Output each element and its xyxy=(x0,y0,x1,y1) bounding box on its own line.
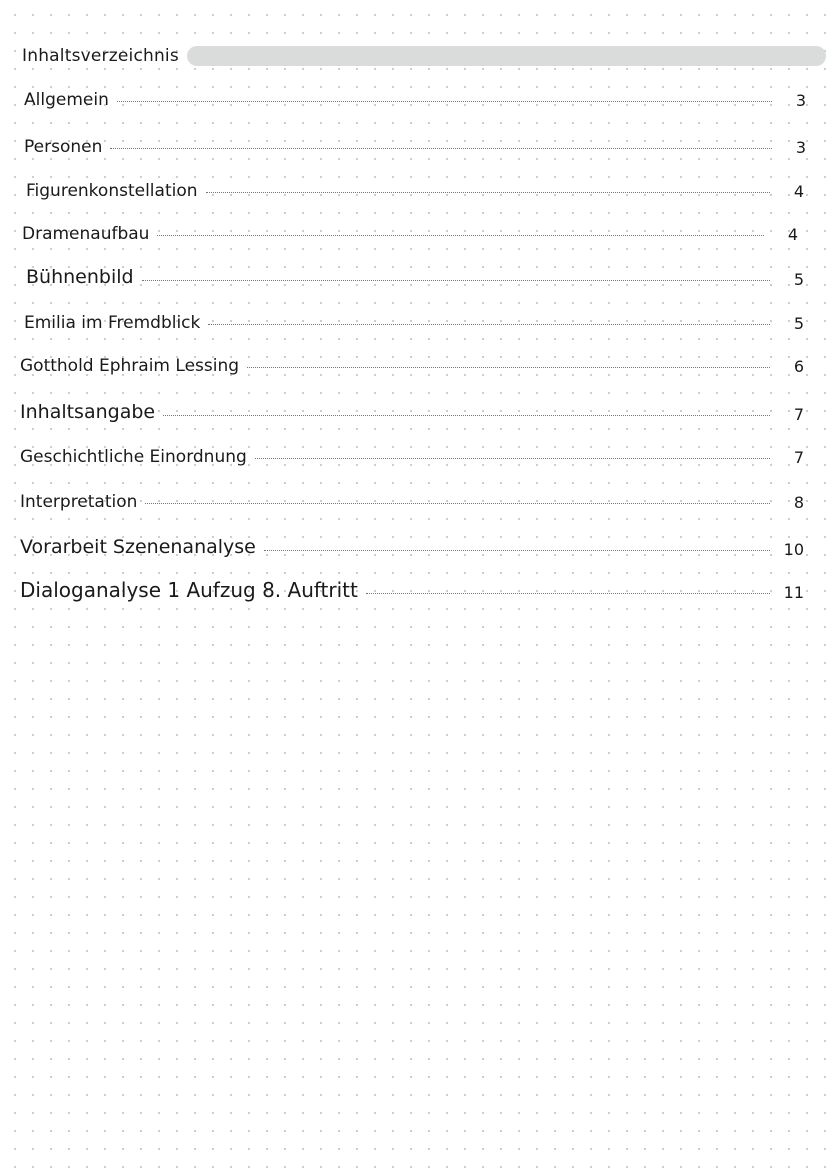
toc-entry-page: 4 xyxy=(787,225,798,245)
dotted-leader xyxy=(157,235,764,236)
toc-header xyxy=(22,44,826,68)
toc-entry-interpretation[interactable] xyxy=(20,492,804,512)
toc-entry-dramenaufbau[interactable] xyxy=(22,224,798,244)
toc-entry-label: Bühnenbild xyxy=(26,266,134,288)
dotted-leader xyxy=(163,415,770,416)
dotted-leader xyxy=(208,324,770,325)
toc-entry-lessing[interactable] xyxy=(20,356,804,376)
toc-entry-label: Interpretation xyxy=(20,492,138,512)
dotted-leader xyxy=(366,593,770,594)
toc-entry-label: Vorarbeit Szenenanalyse xyxy=(20,536,256,558)
toc-entry-page: 7 xyxy=(793,404,804,424)
toc-entry-page: 10 xyxy=(783,539,804,559)
toc-entry-vorarbeit-szenenanalyse[interactable] xyxy=(20,536,804,559)
toc-entry-label: Dramenaufbau xyxy=(22,224,150,244)
toc-entry-geschichtliche-einordnung[interactable] xyxy=(20,447,804,467)
toc-entry-page: 6 xyxy=(793,357,804,377)
dotted-leader xyxy=(247,367,770,368)
toc-entry-emilia-im-fremdblick[interactable] xyxy=(24,313,804,333)
toc-entry-label: Personen xyxy=(24,137,103,157)
toc-entry-label: Allgemein xyxy=(24,90,109,110)
dotted-leader xyxy=(142,280,770,281)
dotted-leader xyxy=(264,550,770,551)
title-highlight-bar xyxy=(187,46,826,66)
toc-entry-allgemein[interactable] xyxy=(24,90,806,110)
toc-entry-label: Dialoganalyse 1 Aufzug 8. Auftritt xyxy=(20,578,358,602)
toc-entry-page: 8 xyxy=(793,493,804,513)
toc-entry-personen[interactable] xyxy=(24,137,806,157)
toc-entry-page: 7 xyxy=(793,448,804,468)
toc-entry-page: 3 xyxy=(795,138,806,158)
toc-entry-label: Geschichtliche Einordnung xyxy=(20,447,247,467)
toc-entry-figurenkonstellation[interactable] xyxy=(26,181,804,201)
toc-entry-label: Inhaltsangabe xyxy=(20,401,156,423)
dotted-leader xyxy=(206,192,770,193)
toc-entry-dialoganalyse[interactable] xyxy=(20,578,804,602)
toc-entry-page: 4 xyxy=(793,182,804,202)
toc-entry-label: Gotthold Ephraim Lessing xyxy=(20,356,240,376)
toc-entry-page: 5 xyxy=(793,269,804,289)
toc-entry-label: Figurenkonstellation xyxy=(26,181,198,201)
toc-entry-page: 5 xyxy=(793,314,804,334)
dotted-leader xyxy=(145,503,770,504)
dotted-leader xyxy=(117,101,772,102)
toc-entry-label: Emilia im Fremdblick xyxy=(24,313,201,333)
toc-title: Inhaltsverzeichnis xyxy=(22,46,179,66)
toc-entry-page: 3 xyxy=(795,91,806,111)
dotted-leader xyxy=(110,148,772,149)
toc-entry-page: 11 xyxy=(783,582,804,602)
dotted-leader xyxy=(255,458,770,459)
toc-entry-inhaltsangabe[interactable] xyxy=(20,401,804,424)
toc-entry-buehnenbild[interactable] xyxy=(26,266,804,289)
